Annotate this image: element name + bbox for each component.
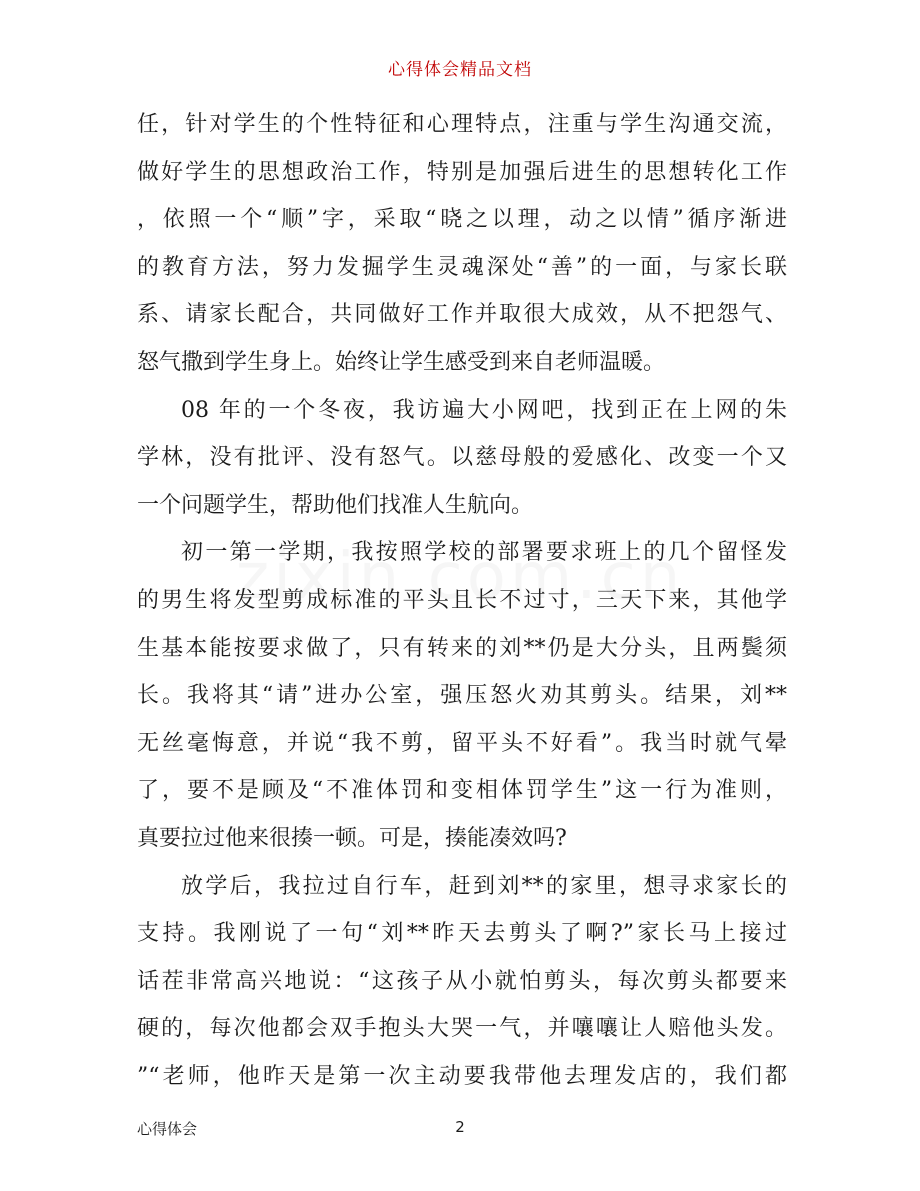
text-line: 了，要不是顾及“不准体罚和变相体罚学生”这一行为准则， bbox=[137, 778, 787, 804]
text-line: 生基本能按要求做了，只有转来的刘**仍是大分头，且两鬓须 bbox=[137, 635, 787, 661]
text-line: 的男生将发型剪成标准的平头且长不过寸，三天下来，其他学 bbox=[137, 587, 787, 613]
text-line: 系、请家长配合，共同做好工作并取很大成效，从不把怨气、 bbox=[137, 302, 787, 328]
text-line: 任，针对学生的个性特征和心理特点，注重与学生沟通交流， bbox=[137, 112, 787, 137]
text-line: 初一第一学期，我按照学校的部署要求班上的几个留怪发 bbox=[181, 540, 787, 566]
text-line: 支持。我刚说了一句“刘**昨天去剪头了啊?”家长马上接过 bbox=[137, 921, 787, 947]
page-number: 2 bbox=[455, 1118, 465, 1136]
text-line: 学林，没有批评、没有怒气。以慈母般的爱感化、改变一个又 bbox=[137, 445, 787, 471]
text-line: 无丝毫悔意，并说“我不剪，留平头不好看”。我当时就气晕 bbox=[137, 730, 787, 756]
text-line: 一个问题学生，帮助他们找准人生航向。 bbox=[137, 492, 534, 518]
text-line: ，依照一个“顺”字，采取“晓之以理，动之以情”循序渐进 bbox=[137, 207, 787, 233]
text-line: 08 年的一个冬夜，我访遍大小网吧，找到正在上网的朱 bbox=[181, 397, 787, 423]
text-line: ”“老师，他昨天是第一次主动要我带他去理发店的，我们都 bbox=[137, 1063, 787, 1089]
text-line: 放学后，我拉过自行车，赶到刘**的家里，想寻求家长的 bbox=[181, 873, 787, 899]
page-header-title: 心得体会精品文档 bbox=[388, 60, 532, 80]
text-line: 的教育方法，努力发掘学生灵魂深处“善”的一面，与家长联 bbox=[137, 254, 787, 280]
text-line: 硬的，每次他都会双手抱头大哭一气，并嚷嚷让人赔他头发。 bbox=[137, 1016, 787, 1042]
text-line: 做好学生的思想政治工作，特别是加强后进生的思想转化工作 bbox=[137, 159, 787, 185]
document-body bbox=[137, 101, 787, 1100]
text-line: 怒气撒到学生身上。始终让学生感受到来自老师温暖。 bbox=[137, 349, 666, 375]
text-line: 真要拉过他来很揍一顿。可是，揍能凑效吗? bbox=[137, 825, 567, 851]
text-line: 话茬非常高兴地说：“这孩子从小就怕剪头，每次剪头都要来 bbox=[137, 968, 787, 994]
footer-label: 心得体会 bbox=[137, 1120, 198, 1138]
text-line: 长。我将其“请”进办公室，强压怒火劝其剪头。结果，刘** bbox=[137, 683, 787, 709]
